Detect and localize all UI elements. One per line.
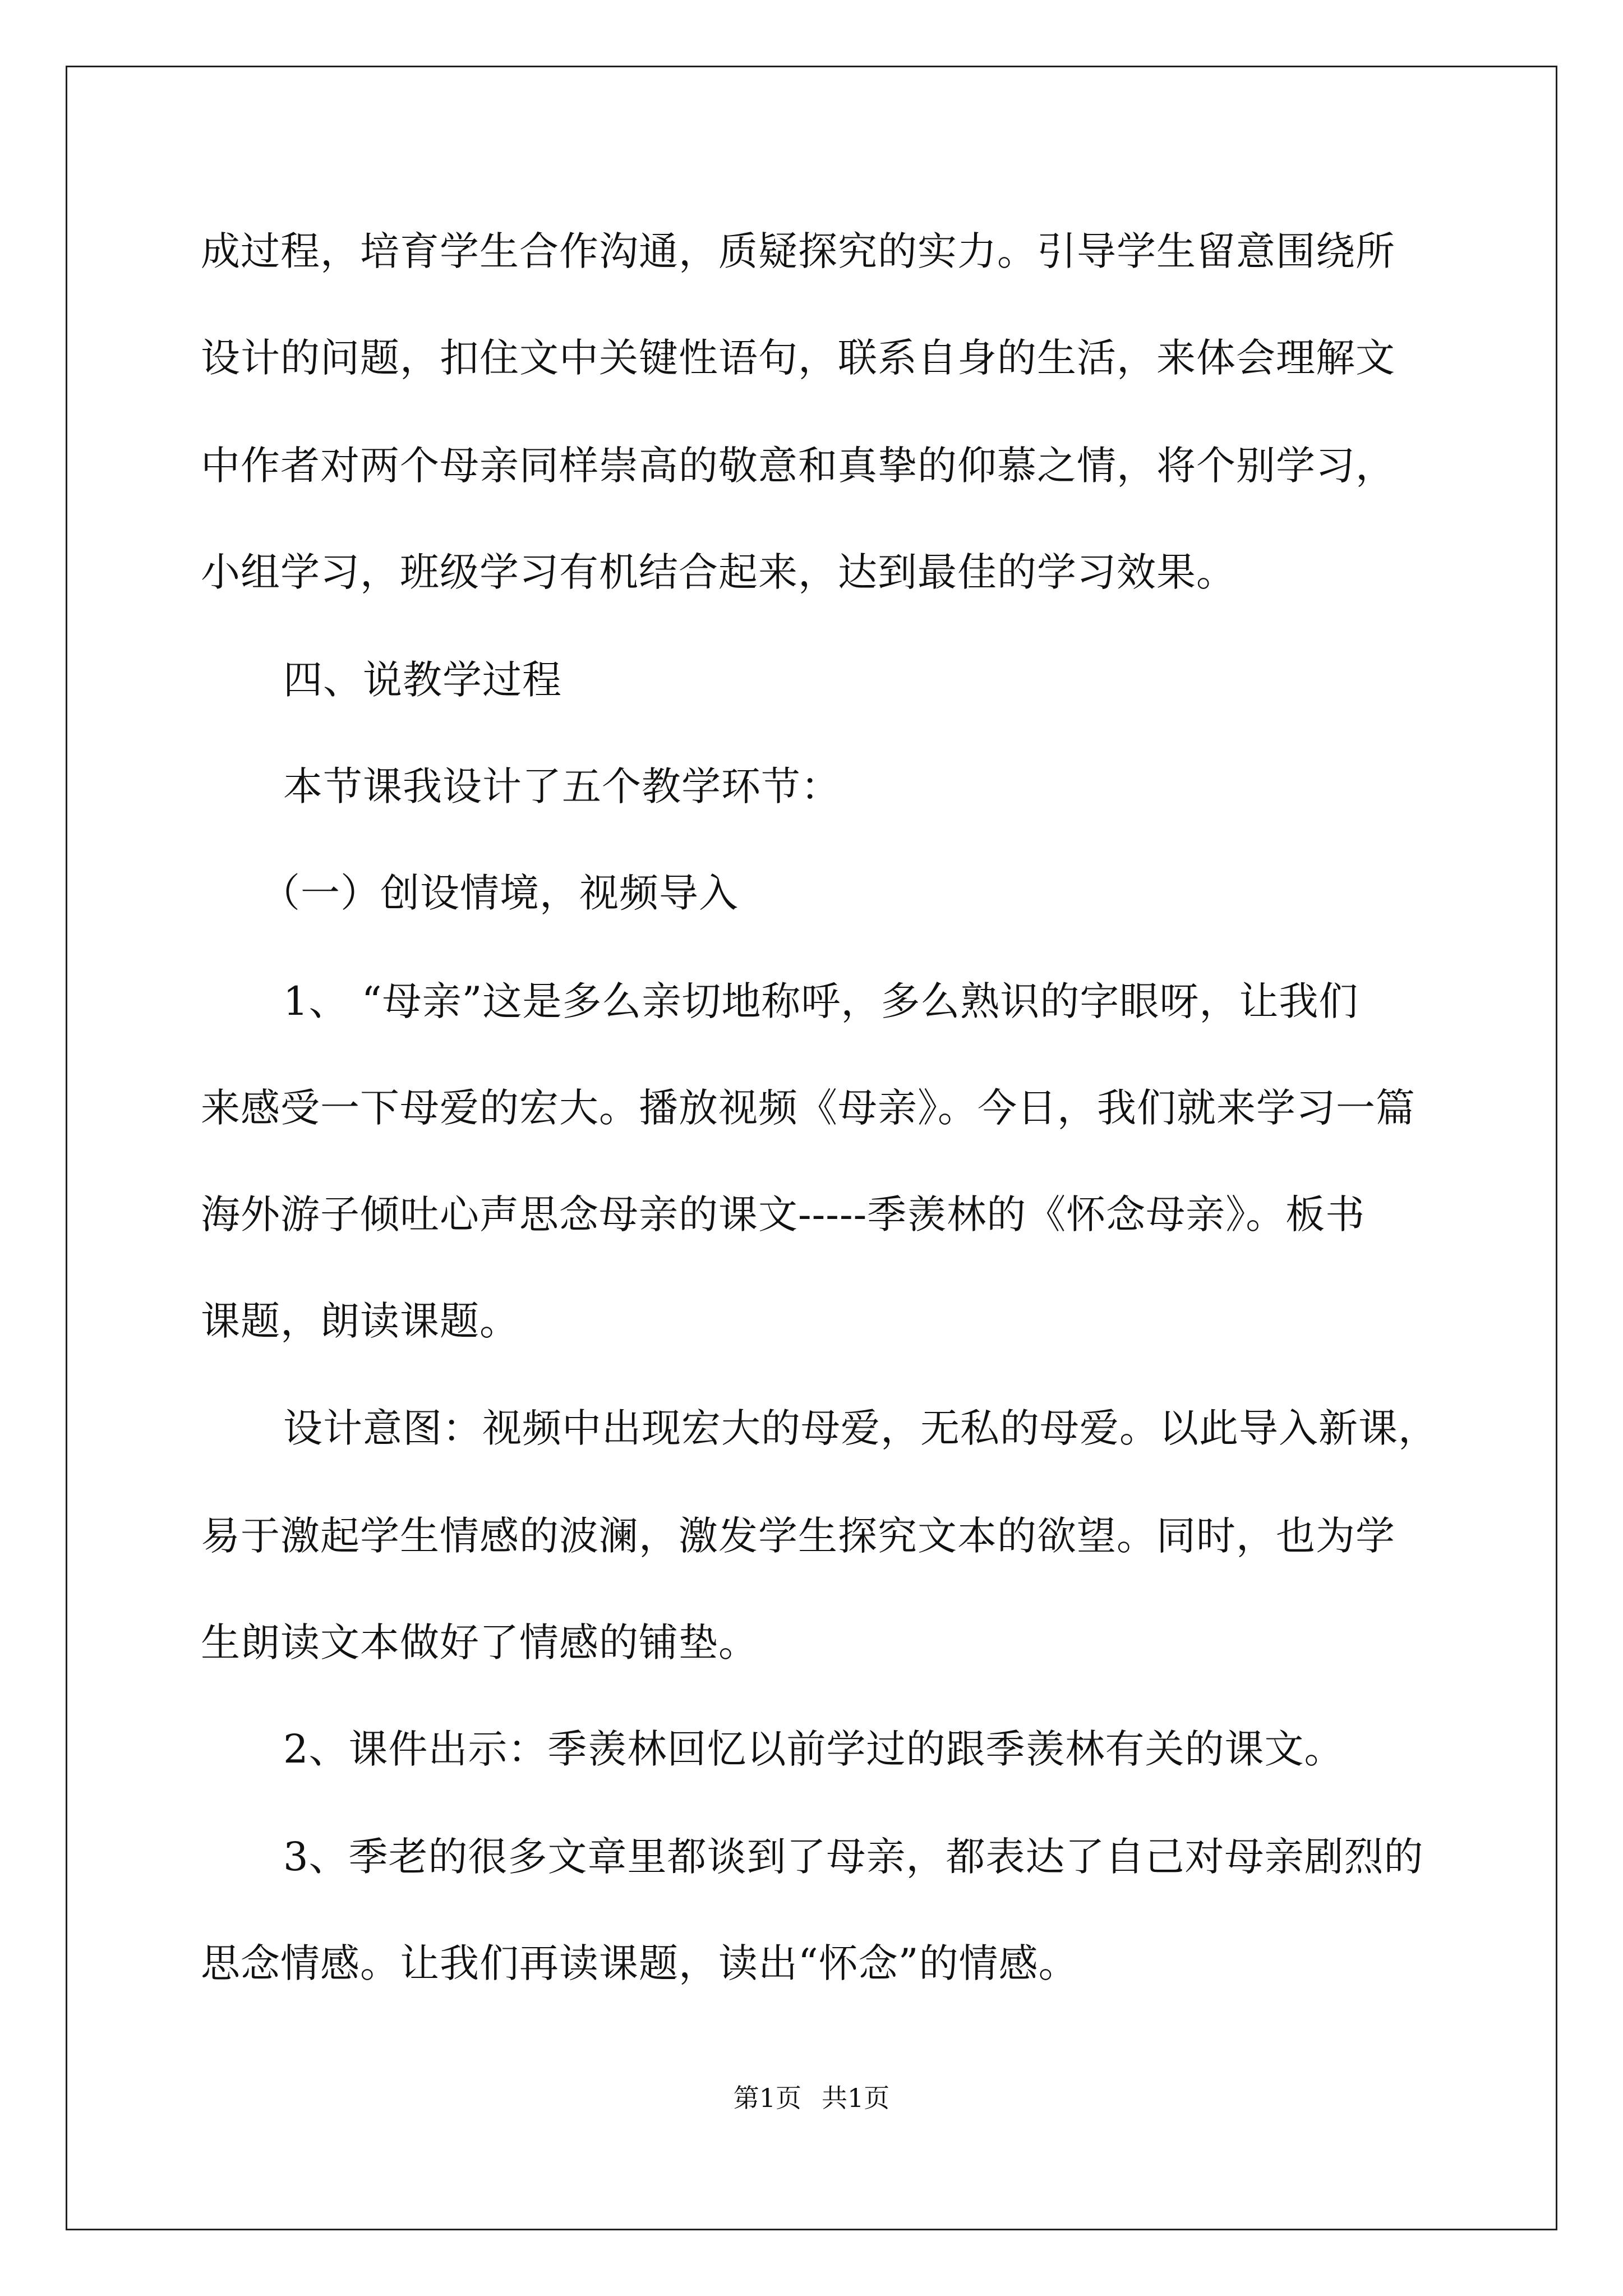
page-number: 第1页	[733, 2083, 801, 2113]
paragraph-line: 课题，朗读课题。	[201, 1298, 519, 1344]
page-footer	[0, 2081, 1623, 2115]
paragraph-line: 3、季老的很多文章里都谈到了母亲，都表达了自己对母亲剧烈的	[283, 1834, 1424, 1880]
paragraph-line: 设计意图：视频中出现宏大的母爱，无私的母爱。以此导入新课，	[283, 1405, 1438, 1451]
section-heading: 四、说教学过程	[283, 657, 562, 703]
paragraph-line: 小组学习，班级学习有机结合起来，达到最佳的学习效果。	[201, 549, 1236, 595]
paragraph-line: 设计的问题，扣住文中关键性语句，联系自身的生活，来体会理解文	[201, 335, 1395, 381]
paragraph-line: 思念情感。让我们再读课题，读出“怀念”的情感。	[201, 1940, 1078, 1986]
paragraph-line: 本节课我设计了五个教学环节：	[283, 763, 841, 809]
paragraph-line: 中作者对两个母亲同样崇高的敬意和真挚的仰慕之情，将个别学习，	[201, 443, 1395, 489]
subsection-heading: （一）创设情境，视频导入	[261, 870, 739, 916]
paragraph-line: 来感受一下母爱的宏大。播放视频《母亲》。今日，我们就来学习一篇	[201, 1085, 1415, 1131]
paragraph-line: 易于激起学生情感的波澜，激发学生探究文本的欲望。同时，也为学	[201, 1513, 1395, 1559]
page-border	[66, 66, 1557, 2230]
paragraph-line: 成过程，培育学生合作沟通，质疑探究的实力。引导学生留意围绕所	[201, 228, 1395, 274]
paragraph-line: 1、 “母亲”这是多么亲切地称呼，多么熟识的字眼呀，让我们	[283, 978, 1359, 1024]
paragraph-line: 海外游子倾吐心声思念母亲的课文-----季羡林的《怀念母亲》。板书	[201, 1191, 1366, 1237]
paragraph-line: 生朗读文本做好了情感的铺垫。	[201, 1619, 758, 1665]
paragraph-line: 2、课件出示：季羡林回忆以前学过的跟季羡林有关的课文。	[283, 1726, 1344, 1772]
page-total: 共1页	[822, 2083, 890, 2113]
